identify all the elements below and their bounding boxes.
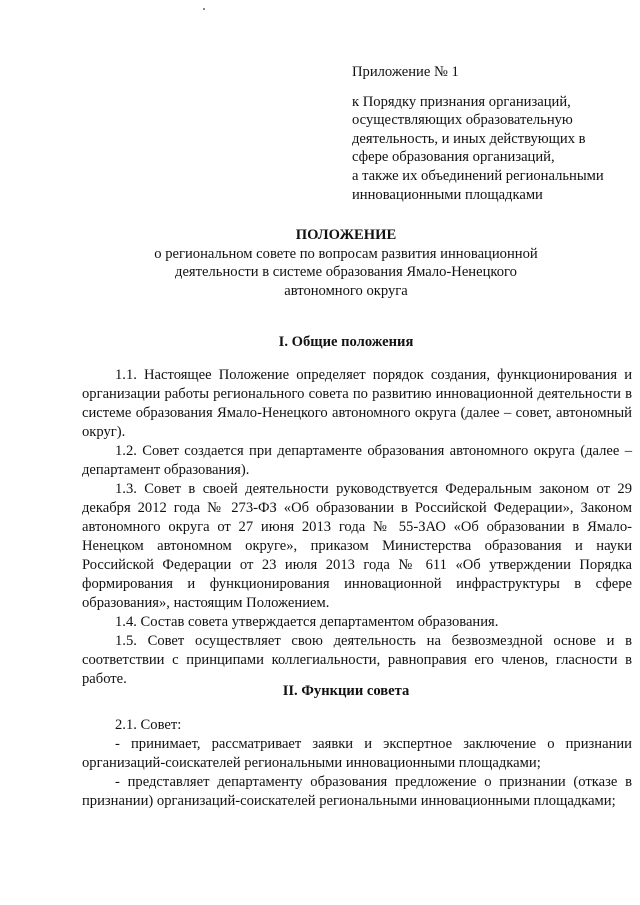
- section-body: [82, 716, 632, 811]
- paragraph: - представляет департаменту образования предложение о признании (отказе в признании) организаций-соискателей региональными инновационными площадками;: [82, 774, 632, 809]
- document-subtitle-line: о региональном совете по вопросам развития инновационной: [154, 245, 538, 262]
- paragraph: 1.5. Совет осуществляет свою деятельность на безвозмездной основе и в соответствии с принципами коллегиальности, равноправия его членов, гласности в работе.: [82, 633, 632, 687]
- appendix-line: осуществляющих образовательную: [352, 112, 573, 129]
- document-title-block: [60, 226, 632, 300]
- scan-speck: [203, 8, 205, 10]
- appendix-line: а также их объединений региональными: [352, 167, 604, 184]
- section-heading: II. Функции совета: [282, 683, 410, 699]
- document-subtitle-line: автономного округа: [284, 282, 408, 299]
- appendix-title: Приложение № 1: [352, 64, 459, 80]
- paragraph: 2.1. Совет:: [115, 717, 182, 733]
- paragraph: 1.4. Состав совета утверждается департаментом образования.: [115, 614, 499, 630]
- document-heading: ПОЛОЖЕНИЕ: [295, 227, 397, 243]
- appendix-line: сфере образования организаций,: [352, 149, 555, 166]
- section-body: [82, 366, 632, 689]
- document-subtitle-line: деятельности в системе образования Ямало-Ненецкого: [175, 264, 517, 280]
- section-heading: I. Общие положения: [278, 334, 414, 350]
- paragraph: - принимает, рассматривает заявки и экспертное заключение о признании организаций-соискателей региональными инновационными площадками;: [82, 736, 632, 771]
- paragraph: 1.3. Совет в своей деятельности руководствуется Федеральным законом от 29 декабря 2012 года № 273-ФЗ «Об образовании в Российской Федерации», Законом автономного округа от 27 июня 2013 года № 55-ЗАО «Об образовании в Ямало-Ненецком автономном округе», приказом Министерства образования и науки Российской Федерации от 23 июля 2013 года № 611 «Об утверждении Порядка формирования и функционирования инновационной инфраструктуры в сфере образования», настоящим Положением.: [82, 481, 632, 611]
- appendix-line: к Порядку признания организаций,: [352, 93, 571, 110]
- paragraph: 1.1. Настоящее Положение определяет порядок создания, функционирования и организации работы регионального совета по развитию инновационной деятельности в системе образования Ямало-Ненецкого автономного округа (далее – совет, автономный округ).: [82, 367, 632, 440]
- appendix-line: деятельность, и иных действующих в: [352, 130, 586, 147]
- paragraph: 1.2. Совет создается при департаменте образования автономного округа (далее – департамент образования).: [82, 443, 632, 478]
- appendix-line: инновационными площадками: [352, 186, 543, 203]
- appendix-block: [352, 63, 622, 204]
